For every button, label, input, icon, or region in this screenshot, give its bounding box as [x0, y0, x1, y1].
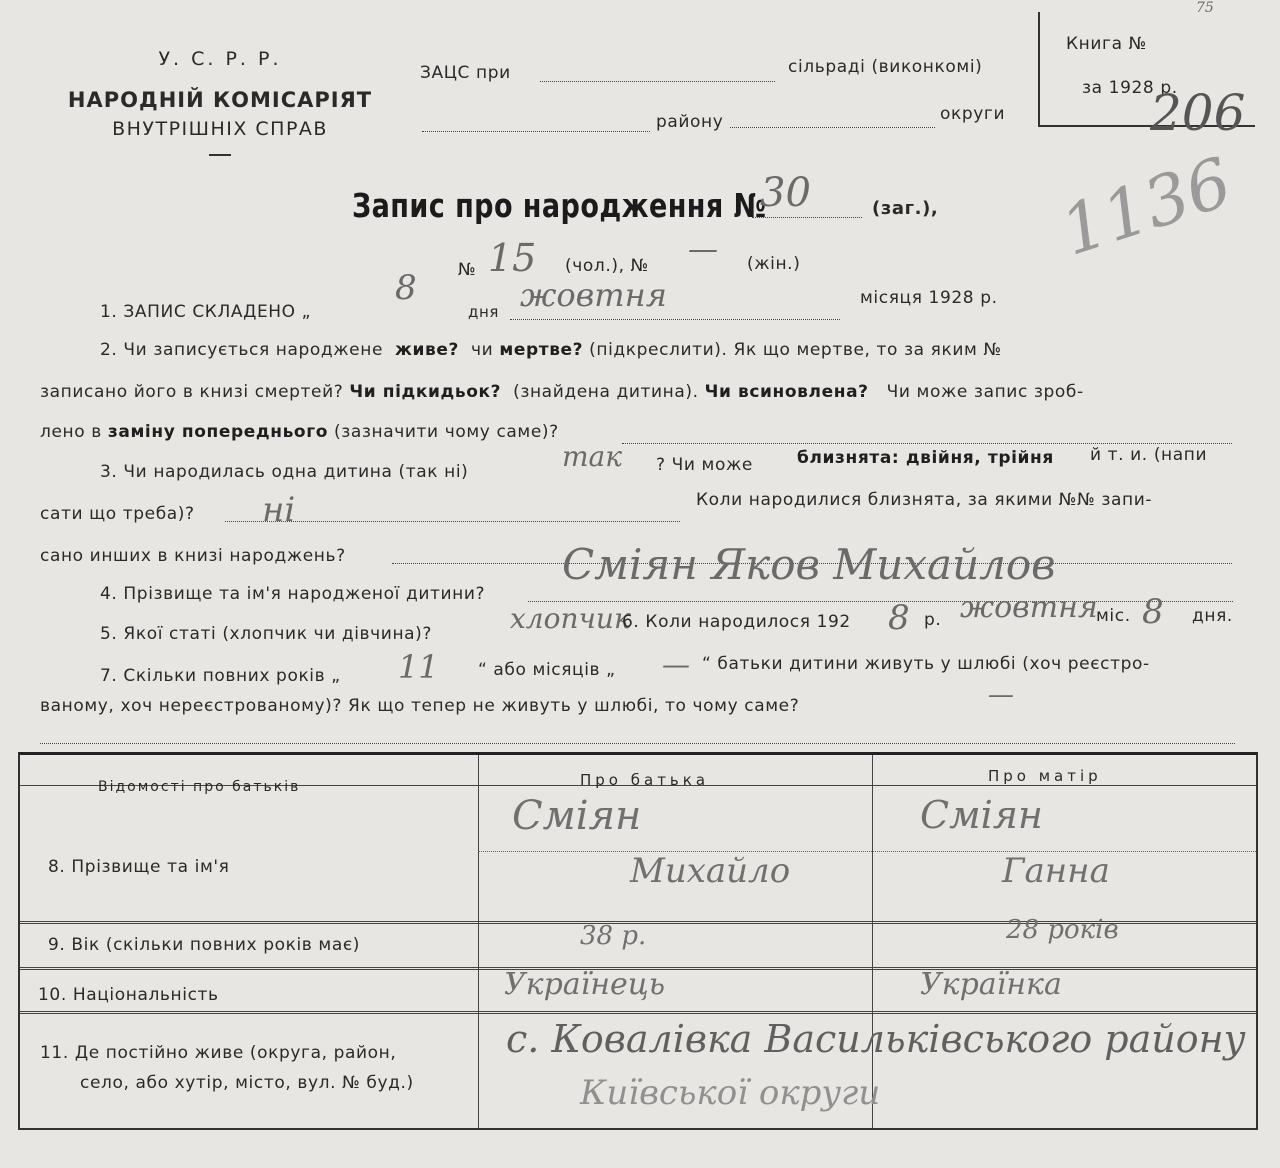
- row10-father-nationality: Українець: [504, 967, 666, 1002]
- item2-line1: [100, 340, 1002, 360]
- item6-r: р.: [924, 610, 942, 630]
- item1-month-label: місяця 1928 р.: [860, 288, 998, 308]
- item2-text-c: записано його в книзі смертей?: [40, 382, 344, 402]
- row8-father-surname: Сміян: [512, 793, 642, 839]
- item2-foundling-option[interactable]: Чи підкидьок?: [349, 382, 502, 402]
- village-council-label: сільраді (виконкомі): [788, 57, 983, 77]
- item6-dnya: дня.: [1192, 606, 1233, 626]
- item2-text-d: (знайдена дитина).: [513, 382, 699, 402]
- item2-reason-field[interactable]: [622, 442, 1232, 444]
- page-title: Запис про народження №: [352, 186, 767, 225]
- col3-header: Про матір: [988, 767, 1102, 785]
- item2-text-e: Чи може запис зроб-: [886, 382, 1084, 402]
- female-number-handwritten: —: [688, 232, 718, 267]
- item7-text-b: “ або місяців „: [478, 660, 616, 680]
- okruha-label: округи: [940, 104, 1006, 124]
- item5-label: 5. Якої статі (хлопчик чи дівчина)?: [100, 624, 433, 644]
- item2-alive-option[interactable]: живе?: [395, 340, 460, 360]
- item2-adopted-option[interactable]: Чи всиновлена?: [704, 382, 869, 402]
- item6-month-handwritten: жовтня: [960, 590, 1098, 625]
- row10-mother-nationality: Українка: [920, 967, 1062, 1002]
- table-row-divider-3: [20, 1011, 1256, 1014]
- book-number-handwritten: 206: [1150, 84, 1246, 142]
- item7-text-d: ваному, хоч нереєстрованому)? Як що тепер не живуть у шлюбі, то чому саме?: [40, 696, 800, 716]
- item3-text-a: 3. Чи народилась одна дитина (так ні): [100, 462, 469, 482]
- item6-day-handwritten: 8: [1142, 592, 1164, 632]
- item2-text-f: лено в: [40, 422, 102, 442]
- row8-mother-name: Ганна: [1002, 851, 1110, 891]
- record-number-handwritten: 30: [760, 170, 811, 216]
- male-number-handwritten: 15: [488, 236, 537, 280]
- row9-label: 9. Вік (скільки повних років має): [48, 935, 361, 955]
- record-number-field[interactable]: [752, 216, 862, 218]
- row11-address-handwritten: с. Ковалівка Васильківського району: [506, 1017, 1246, 1061]
- item2-dead-option[interactable]: мертве?: [499, 340, 584, 360]
- item7-text-a: 7. Скільки повних років „: [100, 666, 341, 686]
- book-label: Книга №: [1066, 34, 1147, 54]
- parents-table: [18, 752, 1258, 1130]
- row9-father-age: 38 р.: [580, 921, 647, 951]
- district-field[interactable]: [422, 130, 650, 132]
- corner-mark: 75: [1196, 0, 1214, 16]
- item1-month-handwritten: жовтня: [520, 276, 667, 314]
- row11-label-line2: село, або хутір, місто, вул. № буд.): [80, 1073, 414, 1093]
- org-dash: [209, 154, 231, 156]
- row8-mother-surname: Сміян: [920, 793, 1043, 837]
- item2-line3: [40, 422, 559, 442]
- row9-mother-age: 28 років: [1006, 915, 1119, 945]
- item7-answer-handwritten: —: [988, 680, 1014, 710]
- row8-father-name: Михайло: [630, 851, 791, 891]
- item4-child-name-handwritten: Сміян Яков Михайлов: [562, 540, 1056, 589]
- item1-day-label: дня: [468, 303, 500, 321]
- item2-replace-option[interactable]: заміну попереднього: [107, 422, 328, 442]
- item4-child-name-field[interactable]: [528, 600, 1233, 602]
- item3-twins-options[interactable]: близнята: двійня, трійня: [797, 448, 1054, 468]
- org-country: У. С. Р. Р.: [158, 48, 282, 70]
- org-commissariat: НАРОДНІЙ КОМІСАРІЯТ: [67, 88, 373, 112]
- item6-mis: міс.: [1096, 606, 1131, 626]
- item3-text-b: ? Чи може: [656, 455, 753, 475]
- row10-label: 10. Національність: [38, 985, 219, 1005]
- male-label: (чол.), №: [565, 256, 649, 276]
- item1-label: 1. ЗАПИС СКЛАДЕНО „: [100, 302, 312, 322]
- item3-text-f: сано инших в книзі народжень?: [40, 546, 346, 566]
- item3-text-c: й т. и. (напи: [1090, 445, 1208, 465]
- table-col-divider-1: [478, 755, 479, 1128]
- row11-address-handwritten-line2: Київської округи: [580, 1073, 881, 1113]
- no-label: №: [458, 260, 477, 280]
- item2-line2: [40, 382, 1084, 402]
- book-year-label: за 1928 р.: [1082, 78, 1178, 98]
- item3-twins-field[interactable]: [225, 520, 680, 522]
- margin-handwritten-number: 1136: [1052, 143, 1242, 272]
- table-name-dotted-line: [478, 851, 1256, 852]
- item3-twins-handwritten: ні: [262, 490, 296, 530]
- item5-sex-handwritten: хлопчик: [510, 602, 631, 635]
- item6-year-handwritten: 8: [888, 598, 910, 638]
- gen-label: (заг.),: [872, 198, 939, 219]
- item2-text-a: 2. Чи записується народжене: [100, 340, 384, 360]
- female-label: (жін.): [747, 254, 801, 274]
- row8-label: 8. Прізвище та ім'я: [48, 857, 230, 877]
- item2-or: чи: [471, 340, 494, 360]
- row11-label-line1: 11. Де постійно живе (округа, район,: [40, 1043, 397, 1063]
- org-internal-affairs: ВНУТРІШНІХ СПРАВ: [112, 118, 328, 140]
- item4-label: 4. Прізвище та ім'я народженої дитини?: [100, 584, 486, 604]
- item7-months-handwritten: —: [662, 648, 690, 681]
- col2-header: Про батька: [580, 771, 710, 789]
- item1-month-field[interactable]: [510, 318, 840, 320]
- col1-header: Відомості про батьків: [98, 779, 301, 795]
- okruha-field[interactable]: [730, 126, 935, 128]
- item3-text-d: сати що треба)?: [40, 504, 195, 524]
- district-label: району: [656, 112, 724, 132]
- item1-day-handwritten: 8: [395, 268, 417, 308]
- item6-label: 6. Коли народилося 192: [622, 612, 851, 632]
- item7-years-handwritten: 11: [398, 648, 439, 686]
- item2-text-b: (підкреслити). Як що мертве, то за яким №: [589, 340, 1002, 360]
- item2-text-g: (зазначити чому саме)?: [334, 422, 559, 442]
- zags-label: ЗАЦС при: [420, 63, 511, 83]
- item7-text-c: “ батьки дитини живуть у шлюбі (хоч реєстро-: [702, 654, 1150, 674]
- item7-reason-field[interactable]: [40, 742, 1235, 744]
- zags-field[interactable]: [540, 80, 775, 82]
- item3-one-child-handwritten: так: [562, 440, 622, 473]
- organization-block: [40, 40, 400, 156]
- item3-text-e: Коли народилися близнята, за якими №№ запи-: [696, 490, 1153, 510]
